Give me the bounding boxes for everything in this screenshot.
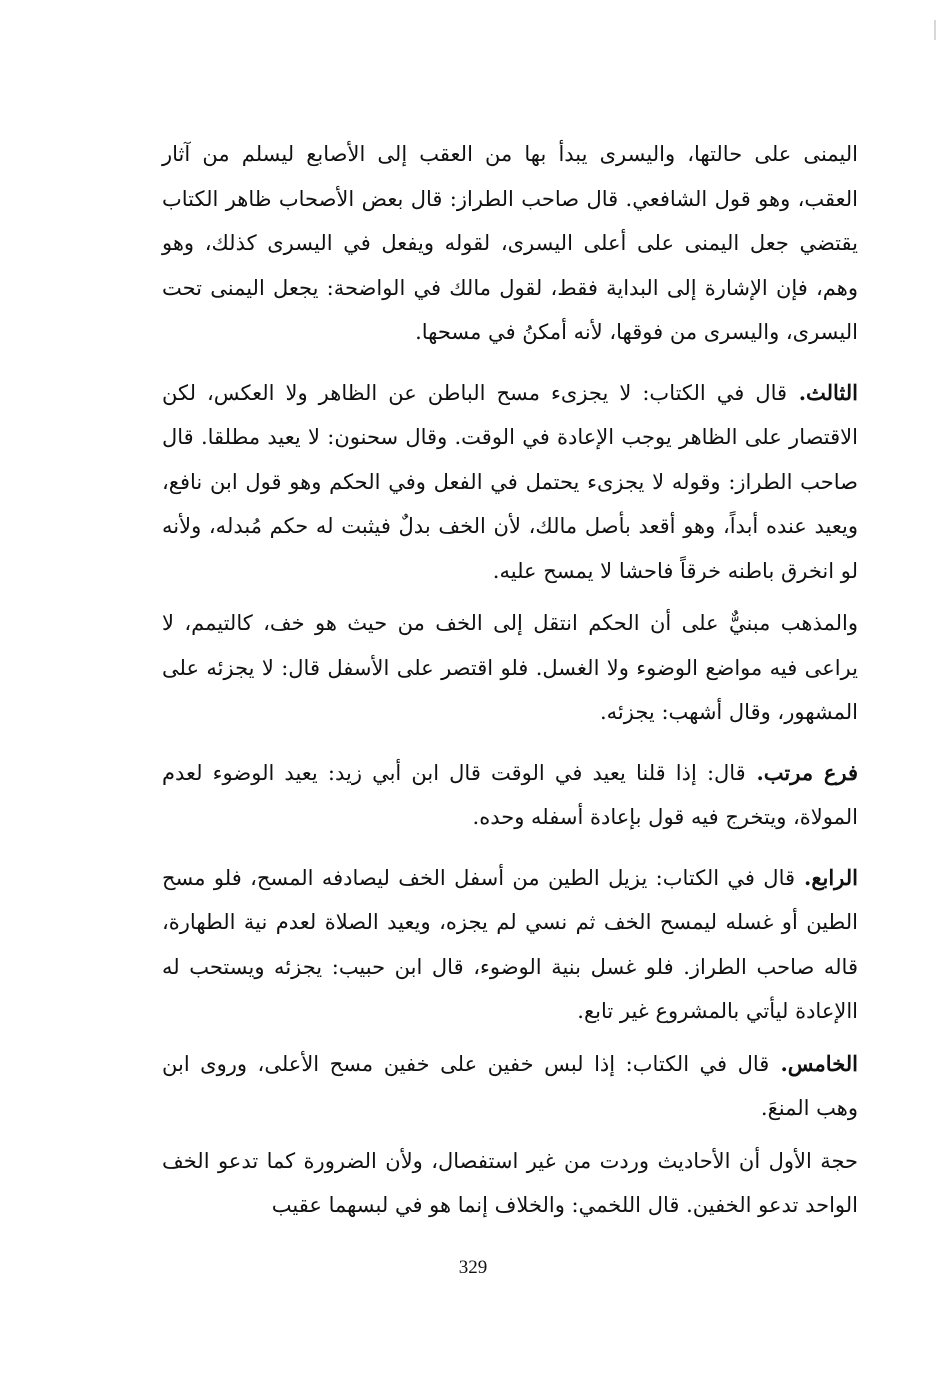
paragraph-heading: الخامس. <box>769 1050 858 1076</box>
paragraph-6 <box>162 1042 858 1131</box>
paragraph-text: قال في الكتاب: يزيل الطين من أسفل الخف ليصادفه المسح، فلو مسح الطين أو غسله ليمسح الخف ثم نسي لم يجزه، ويعيد الصلاة لعدم نية الطهارة، قاله صاحب الطراز. فلو غسل بنية الوضوء، قال ابن حبيب: يجزئه ويستحب له االإعادة ليأتي بالمشروع غير تابع. <box>162 865 858 1023</box>
paragraph-4 <box>162 751 858 840</box>
paragraph-heading: الثالث. <box>787 379 859 405</box>
paragraph-text: اليمنى على حالتها، واليسرى يبدأ بها من العقب إلى الأصابع ليسلم من آثار العقب، وهو قول الشافعي. قال صاحب الطراز: قال بعض الأصحاب ظاهر الكتاب يقتضي جعل اليمنى على أعلى اليسرى، لقوله ويفعل في اليسرى كذلك، وهو وهم، فإن الإشارة إلى البداية فقط، لقول مالك في الواضحة: يجعل اليمنى تحت اليسرى، واليسرى من فوقها، لأنه أمكنُ في مسحها. <box>162 142 858 344</box>
paragraph-heading: فرع مرتب. <box>745 759 859 785</box>
paragraph-text: قال في الكتاب: إذا لبس خفين على خفين مسح الأعلى، وروى ابن وهب المنعَ. <box>162 1051 858 1120</box>
paragraph-text: قال: إذا قلنا يعيد في الوقت قال ابن أبي زيد: يعيد الوضوء لعدم المولاة، ويتخرج فيه قول بإعادة أسفله وحده. <box>162 760 858 829</box>
paragraph-3 <box>162 601 858 735</box>
page-number: 329 <box>458 1257 488 1278</box>
paragraph-5 <box>162 856 858 1034</box>
paragraph-2 <box>162 371 858 594</box>
paragraph-7 <box>162 1139 858 1228</box>
paragraph-heading: الرابع. <box>795 864 858 890</box>
paragraph-text: قال في الكتاب: لا يجزىء مسح الباطن عن الظاهر ولا العكس، لكن الاقتصار على الظاهر يوجب الإعادة في الوقت. وقال سحنون: لا يعيد مطلقا. قال صاحب الطراز: وقوله لا يجزىء يحتمل في الفعل وفي الحكم وهو قول ابن نافع، ويعيد عنده أبداً، وهو أقعد بأصل مالك، لأن الخف بدلٌ فيثبت له حكم مُبدله، ولأنه لو انخرق باطنه خرقاً فاحشا لا يمسح عليه. <box>162 380 858 583</box>
body-text <box>162 132 858 1228</box>
paragraph-1 <box>162 132 858 355</box>
paragraph-text: والمذهب مبنيٌّ على أن الحكم انتقل إلى الخف من حيث هو خف، كالتيمم، لا يراعى فيه مواضع الوضوء ولا الغسل. فلو اقتصر على الأسفل قال: لا يجزئه على المشهور، وقال أشهب: يجزئه. <box>162 611 858 724</box>
scan-edge-mark <box>934 20 936 40</box>
paragraph-text: حجة الأول أن الأحاديث وردت من غير استفصال، ولأن الضرورة كما تدعو الخف الواحد تدعو الخفين. قال اللخمي: والخلاف إنما هو في لبسهما عقيب <box>162 1148 858 1217</box>
